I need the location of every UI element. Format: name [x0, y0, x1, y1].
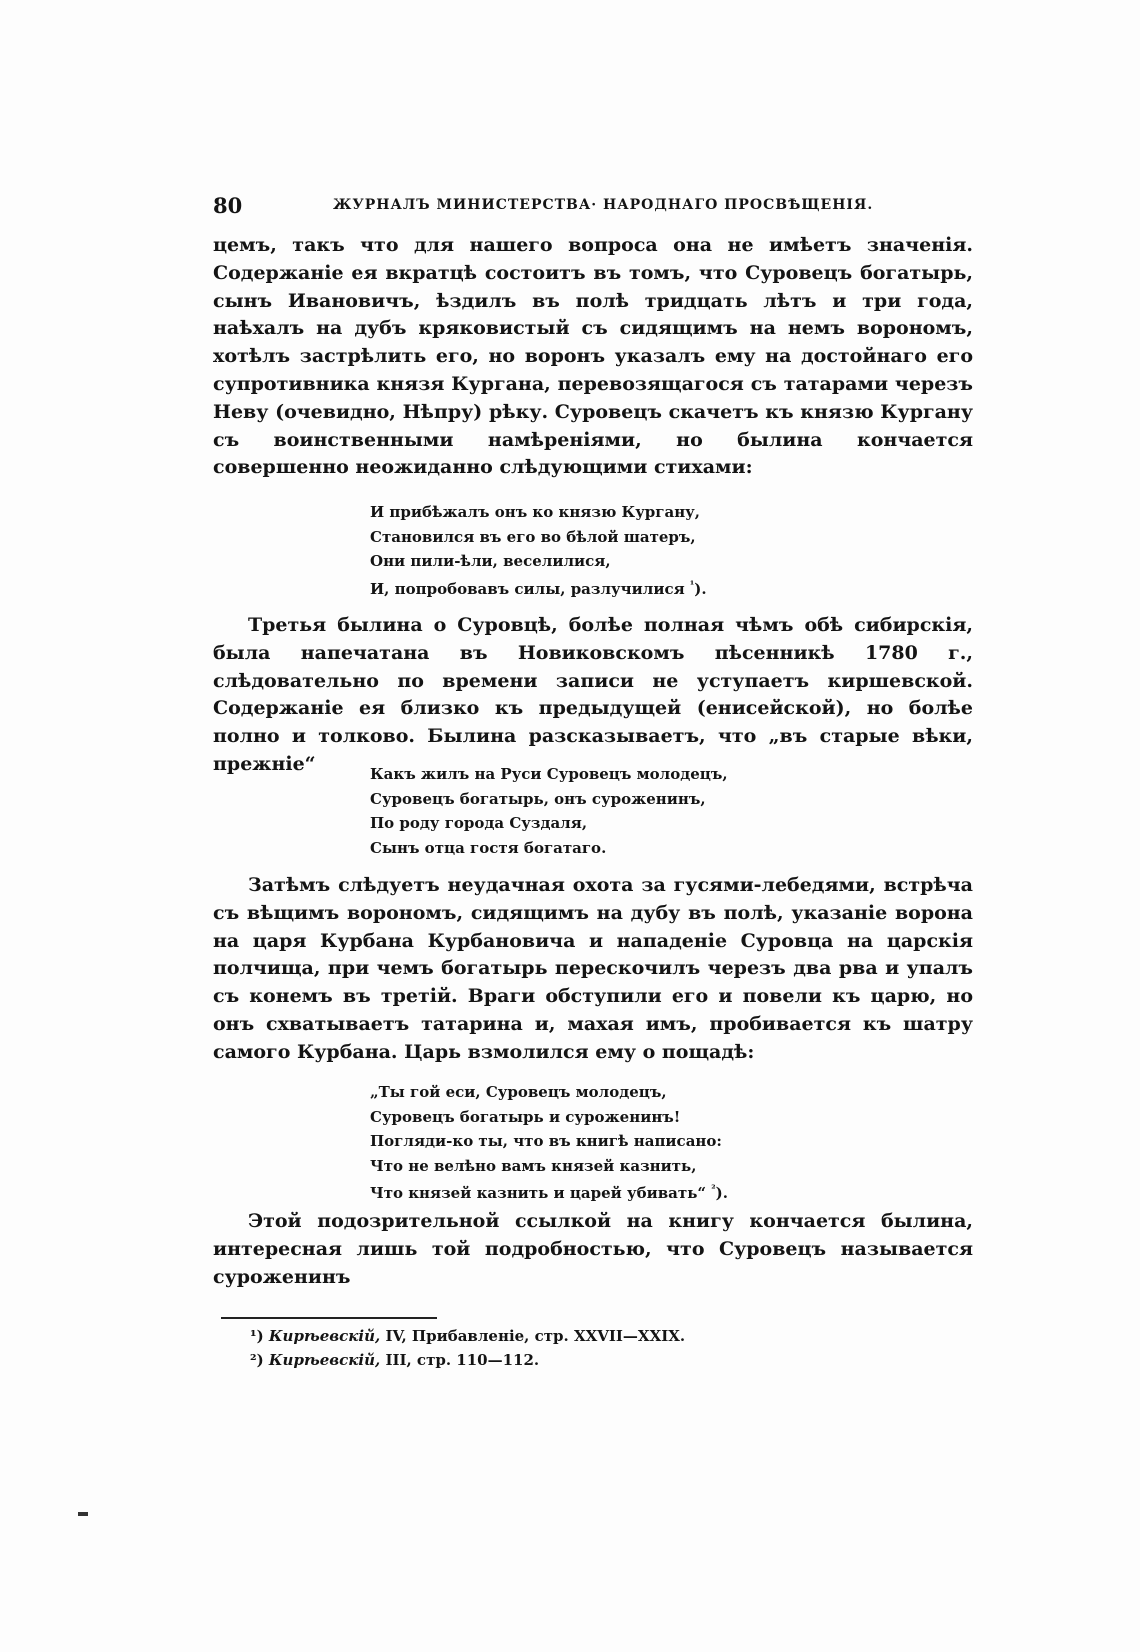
verse-line: „Ты гой еси, Суровецъ молодецъ, [370, 1083, 667, 1101]
paragraph-3: Затѣмъ слѣдуетъ неудачная охота за гусями-лебедями, встрѣча съ вѣщимъ ворономъ, сидящимъ на дубу въ полѣ, указаніе ворона на царя Курбана Курбановича и нападеніе Суровца на царскія полчища, при чемъ богатырь перескочилъ черезъ два рва и упалъ съ конемъ въ третій. Враги обступили его и повели къ царю, но онъ схватываетъ татарина и, махая имъ, пробивается къ шатру самого Курбана. Царь взмолился ему о пощадѣ: [213, 874, 973, 1063]
paragraph-1: цемъ, такъ что для нашего вопроса она не имѣетъ значенія. Содержаніе ея вкратцѣ состоитъ въ томъ, что Суровецъ богатырь, сынъ Ивановичъ, ѣздилъ въ полѣ тридцать лѣтъ и три года, наѣхалъ на дубъ кряковистый съ сидящимъ на немъ ворономъ, хотѣлъ застрѣлить его, но воронъ указалъ ему на достойнаго его супротивника князя Кургана, перевозящагося съ татарами черезъ Неву (очевидно, Нѣпру) рѣку. Суровецъ скачетъ къ князю Кургану съ воинственными намѣреніями, но былина кончается совершенно неожиданно слѣдующими стихами: [213, 234, 973, 479]
verse-line-text: Что князей казнить и царей убивать“ [370, 1184, 707, 1202]
footnote-text: III, стр. 110—112. [385, 1351, 540, 1369]
verse-line: Суровецъ богатырь, онъ суроженинъ, [370, 789, 706, 808]
page-number: 80 [213, 193, 243, 218]
paragraph-4: Этой подозрительной ссылкой на книгу кончается былина, интересная лишь той подробностью, что Суровецъ называется суроженинъ [213, 1210, 973, 1288]
verse-line: Сынъ отца гостя богатаго. [370, 838, 607, 857]
verse-line: Погляди-ко ты, что въ книгѣ написано: [370, 1132, 722, 1150]
verse-line [370, 1178, 728, 1206]
page-header [213, 193, 973, 223]
scan-mark [78, 1512, 88, 1516]
verse-block-3 [370, 1080, 728, 1206]
verse-line: Какъ жилъ на Руси Суровецъ молодецъ, [370, 765, 728, 783]
running-title: ЖУРНАЛЪ МИНИСТЕРСТВА· НАРОДНАГО ПРОСВѢЩЕНІЯ. [333, 197, 874, 213]
verse-line: Суровецъ богатырь и суроженинъ! [370, 1107, 681, 1126]
footnote-2 [250, 1348, 685, 1372]
footnote-ref: ² [711, 1184, 716, 1195]
footnote-divider [221, 1317, 437, 1319]
verse-line-tail: ). [715, 1184, 728, 1202]
verse-line [370, 574, 707, 602]
footnote-author: Кирѣевскій, [268, 1327, 381, 1345]
verse-line: Что не велѣно вамъ князей казнить, [370, 1156, 697, 1175]
verse-line: По роду города Суздаля, [370, 814, 588, 832]
verse-block-2 [370, 762, 728, 860]
verse-line: Становился въ его во бѣлой шатеръ, [370, 527, 696, 546]
verse-block-1 [370, 500, 707, 601]
footnotes [250, 1324, 685, 1372]
footnote-marker: ¹) [250, 1327, 264, 1345]
paragraph-2: Третья былина о Суровцѣ, болѣе полная чѣмъ обѣ сибирскія, была напечатана въ Новиковскомъ пѣсенникѣ 1780 г., слѣдовательно по времени записи не уступаетъ киршевской. Содержаніе ея близко къ предыдущей (енисейской), но болѣе полно и толково. Былина разсказываетъ, что „въ старые вѣки, прежніе“ [213, 614, 973, 775]
footnote-1 [250, 1324, 685, 1348]
footnote-marker: ²) [250, 1351, 264, 1369]
footnote-ref: ¹ [689, 579, 695, 591]
verse-line-text: И, попробовавъ силы, разлучилися [370, 579, 685, 598]
verse-line: Они пили-ѣли, веселилися, [370, 552, 611, 570]
verse-line-tail: ). [694, 579, 707, 598]
verse-line: И прибѣжалъ онъ ко князю Кургану, [370, 503, 700, 521]
footnote-text: IV, Прибавленіе, стр. XXVII—XXIX. [385, 1327, 686, 1345]
footnote-author: Кирѣевскій, [268, 1351, 381, 1369]
